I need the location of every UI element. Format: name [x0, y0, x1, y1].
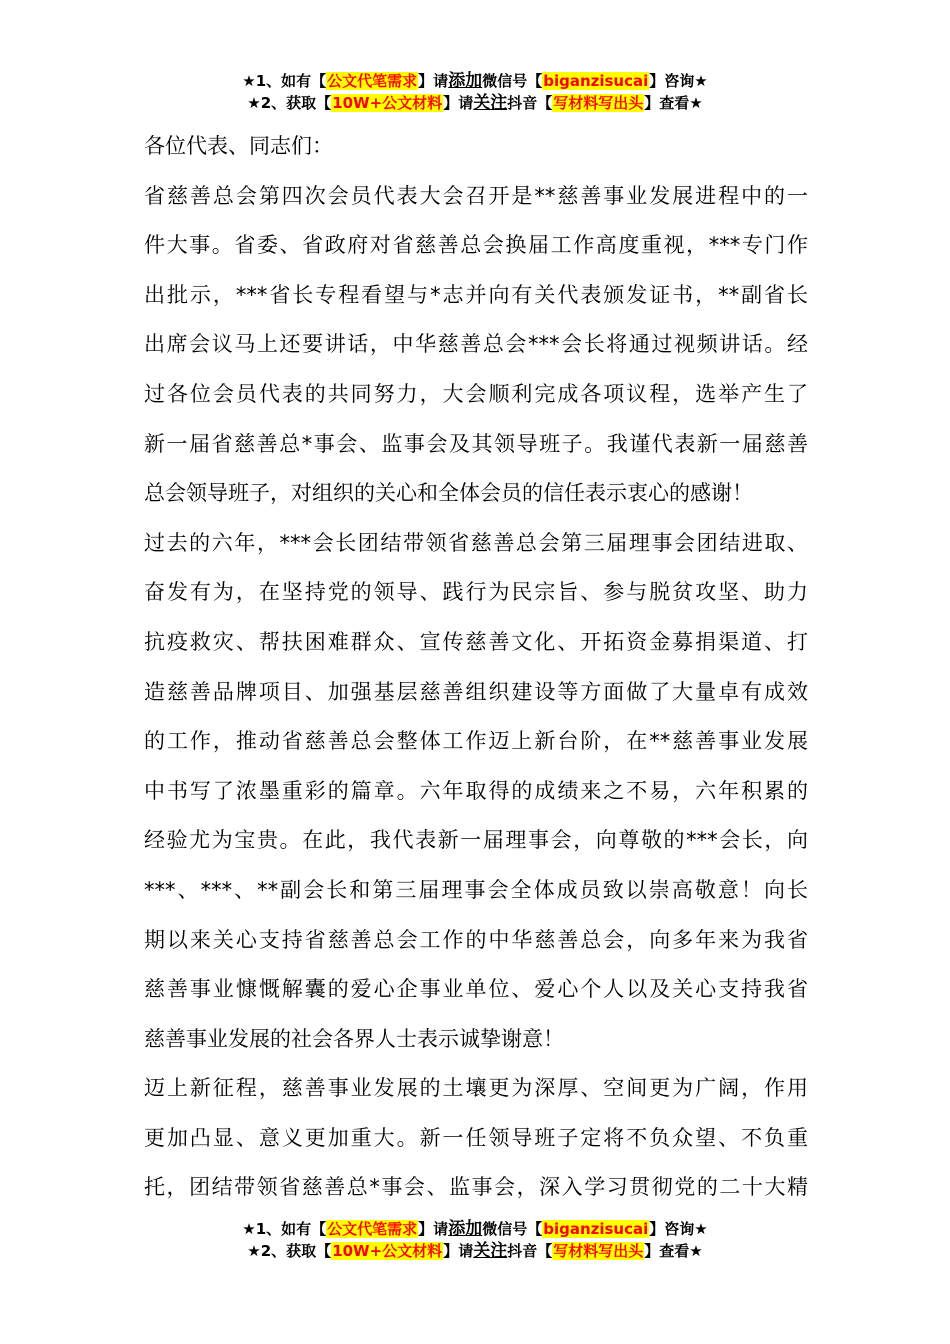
banner-text: ★2、获取【 — [247, 94, 332, 112]
body-line: 省慈善总会第四次会员代表大会召开是**慈善事业发展进程中的一 — [144, 183, 808, 208]
banner-text: 抖音【 — [507, 1242, 553, 1260]
emphasis-text: 关注 — [473, 1241, 508, 1261]
banner-text: 】请 — [443, 1242, 474, 1260]
banner-text: 抖音【 — [507, 94, 553, 112]
body-line: 托，团结带领省慈善总*事会、监事会，深入学习贯彻党的二十大精 — [144, 1175, 808, 1200]
banner-text: 】请 — [418, 72, 449, 90]
emphasis-text: 关注 — [473, 93, 508, 113]
banner-text: ★1、如有【 — [242, 72, 327, 90]
body-line: 造慈善品牌项目、加强基层慈善组织建设等方面做了大量卓有成效 — [144, 679, 808, 704]
banner-text: ★1、如有【 — [242, 1220, 327, 1238]
body-line: 件大事。省委、省政府对省慈善总会换届工作高度重视，***专门作 — [144, 233, 808, 258]
body-line: 抗疫救灾、帮扶困难群众、宣传慈善文化、开拓资金募捐渠道、打 — [144, 629, 808, 654]
douyin-id-highlight: 写材料写出头 — [553, 1242, 644, 1260]
body-line: 的工作，推动省慈善总会整体工作迈上新台阶，在**慈善事业发展 — [144, 729, 808, 754]
banner-text: 】请 — [418, 1220, 449, 1238]
body-line: 迈上新征程，慈善事业发展的土壤更为深厚、空间更为广阔，作用 — [144, 1076, 808, 1101]
body-line: 经验尤为宝贵。在此，我代表新一届理事会，向尊敬的***会长，向 — [144, 828, 808, 853]
wechat-id-highlight: biganzisucai — [543, 72, 649, 90]
banner-text: 】咨询★ — [649, 72, 708, 90]
body-line: 慈善事业发展的社会各界人士表示诚挚谢意！ — [144, 1026, 564, 1051]
body-line: 总会领导班子，对组织的关心和全体会员的信任表示衷心的感谢！ — [144, 481, 753, 506]
banner-line-2 — [0, 92, 950, 114]
body-line: 过去的六年，***会长团结带领省慈善总会第三届理事会团结进取、 — [144, 530, 808, 555]
body-line: 奋发有为，在坚持党的领导、践行为民宗旨、参与脱贫攻坚、助力 — [144, 580, 808, 605]
body-line: 新一届省慈善总*事会、监事会及其领导班子。我谨代表新一届慈善 — [144, 431, 808, 456]
body-line: 期以来关心支持省慈善总会工作的中华慈善总会，向多年来为我省 — [144, 927, 808, 952]
emphasis-text: 添加 — [448, 1219, 483, 1239]
salutation: 各位代表、同志们： — [144, 134, 333, 158]
banner-line-1 — [0, 1218, 950, 1240]
body-line: ***、***、**副会长和第三届理事会全体成员致以崇高敬意！向长 — [144, 877, 808, 902]
douyin-id-highlight: 写材料写出头 — [553, 94, 644, 112]
banner-text: 】咨询★ — [649, 1220, 708, 1238]
header-banner — [0, 70, 950, 114]
banner-text: 微信号【 — [482, 1220, 543, 1238]
body-line: 出席会议马上还要讲话，中华慈善总会***会长将通过视频讲话。经 — [144, 332, 808, 357]
banner-text: 】查看★ — [644, 94, 703, 112]
banner-text: 】查看★ — [644, 1242, 703, 1260]
highlight-text: 10W+公文材料 — [332, 1242, 443, 1260]
banner-line-1 — [0, 70, 950, 92]
banner-text: 】请 — [443, 94, 474, 112]
footer-banner — [0, 1218, 950, 1262]
body-line: 过各位会员代表的共同努力，大会顺利完成各项议程，选举产生了 — [144, 381, 808, 406]
banner-text: 微信号【 — [482, 72, 543, 90]
banner-line-2 — [0, 1240, 950, 1262]
highlight-text: 公文代笔需求 — [327, 1220, 418, 1238]
body-line: 中书写了浓墨重彩的篇章。六年取得的成绩来之不易，六年积累的 — [144, 778, 808, 803]
body-line: 出批示，***省长专程看望与*志并向有关代表颁发证书，**副省长 — [144, 282, 808, 307]
wechat-id-highlight: biganzisucai — [543, 1220, 649, 1238]
document-body — [144, 122, 808, 1213]
body-line: 慈善事业慷慨解囊的爱心企事业单位、爱心个人以及关心支持我省 — [144, 977, 808, 1002]
body-line: 更加凸显、意义更加重大。新一任领导班子定将不负众望、不负重 — [144, 1125, 808, 1150]
banner-text: ★2、获取【 — [247, 1242, 332, 1260]
highlight-text: 10W+公文材料 — [332, 94, 443, 112]
emphasis-text: 添加 — [448, 71, 483, 91]
highlight-text: 公文代笔需求 — [327, 72, 418, 90]
